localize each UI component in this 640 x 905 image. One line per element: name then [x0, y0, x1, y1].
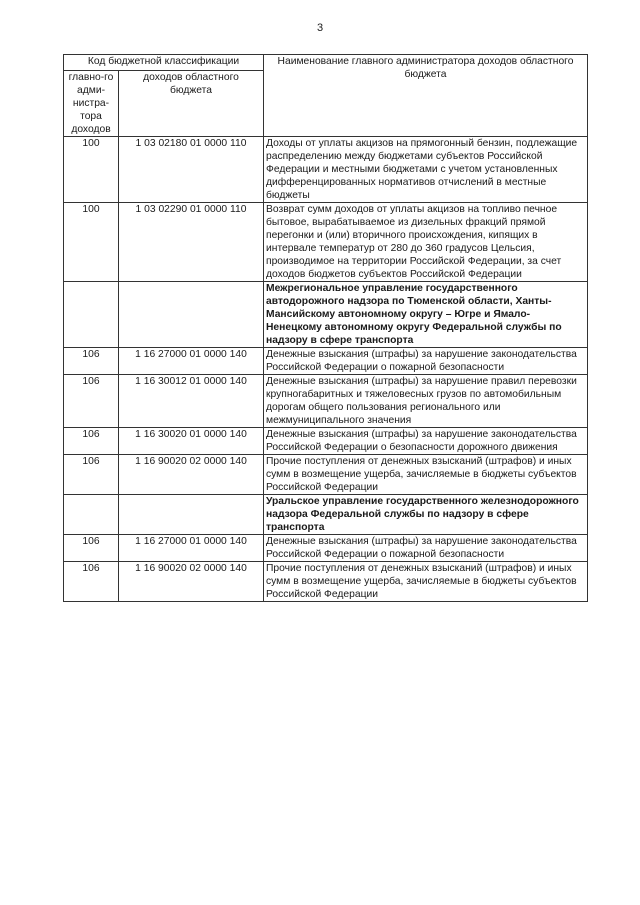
admin-code-cell [64, 495, 119, 535]
income-name-cell: Денежные взыскания (штрафы) за нарушение законодательства Российской Федерации о безопасности дорожного движения [264, 428, 588, 455]
income-name-cell: Прочие поступления от денежных взысканий (штрафов) и иных сумм в возмещение ущерба, зачисляемые в бюджеты субъектов Российской Федерации [264, 455, 588, 495]
income-name-cell: Прочие поступления от денежных взысканий (штрафов) и иных сумм в возмещение ущерба, зачисляемые в бюджеты субъектов Российской Федерации [264, 562, 588, 602]
table-row [64, 137, 588, 203]
section-row [64, 495, 588, 535]
budget-code-cell: 1 16 90020 02 0000 140 [119, 562, 264, 602]
admin-code-cell: 106 [64, 348, 119, 375]
admin-code-cell: 100 [64, 137, 119, 203]
income-name-cell: Межрегиональное управление государственного автодорожного надзора по Тюменской области, Ханты-Мансийскому автономному округу – Югре и Ямало-Ненецкому автономному округу Федеральной службы по надзору в сфере транспорта [264, 282, 588, 348]
table-row [64, 428, 588, 455]
budget-classification-table [63, 54, 588, 602]
table-row [64, 535, 588, 562]
section-row [64, 282, 588, 348]
admin-code-cell: 106 [64, 428, 119, 455]
income-name-cell: Денежные взыскания (штрафы) за нарушение законодательства Российской Федерации о пожарной безопасности [264, 348, 588, 375]
budget-code-cell: 1 16 30012 01 0000 140 [119, 375, 264, 428]
table-row [64, 562, 588, 602]
header-administrator-name: Наименование главного администратора доходов областного бюджета [264, 55, 588, 137]
admin-code-cell: 106 [64, 375, 119, 428]
budget-code-cell: 1 03 02290 01 0000 110 [119, 203, 264, 282]
budget-code-cell: 1 03 02180 01 0000 110 [119, 137, 264, 203]
income-name-cell: Денежные взыскания (штрафы) за нарушение правил перевозки крупногабаритных и тяжеловесных грузов по автомобильным дорогам общего пользования регионального или межмуниципального значения [264, 375, 588, 428]
header-chief-administrator: главно-го адми-нистра-тора доходов [64, 71, 119, 137]
income-name-cell: Доходы от уплаты акцизов на прямогонный бензин, подлежащие распределению между бюджетами субъектов Российской Федерации и местными бюджетами с учетом установленных дифференцированных нормативов отчислений в местные бюджеты [264, 137, 588, 203]
admin-code-cell: 106 [64, 562, 119, 602]
page-number: 3 [316, 22, 324, 34]
header-budget-classification-code: Код бюджетной классификации [64, 55, 264, 71]
budget-code-cell [119, 282, 264, 348]
budget-code-cell: 1 16 30020 01 0000 140 [119, 428, 264, 455]
budget-code-cell: 1 16 90020 02 0000 140 [119, 455, 264, 495]
table-body [64, 137, 588, 602]
header-regional-budget-income: доходов областного бюджета [119, 71, 264, 137]
table-row [64, 375, 588, 428]
income-name-cell: Уральское управление государственного железнодорожного надзора Федеральной службы по надзору в сфере транспорта [264, 495, 588, 535]
admin-code-cell: 100 [64, 203, 119, 282]
admin-code-cell [64, 282, 119, 348]
budget-code-cell [119, 495, 264, 535]
budget-code-cell: 1 16 27000 01 0000 140 [119, 348, 264, 375]
admin-code-cell: 106 [64, 455, 119, 495]
table-row [64, 455, 588, 495]
table-row [64, 203, 588, 282]
table-row [64, 348, 588, 375]
income-name-cell: Денежные взыскания (штрафы) за нарушение законодательства Российской Федерации о пожарной безопасности [264, 535, 588, 562]
budget-code-cell: 1 16 27000 01 0000 140 [119, 535, 264, 562]
admin-code-cell: 106 [64, 535, 119, 562]
income-name-cell: Возврат сумм доходов от уплаты акцизов на топливо печное бытовое, вырабатываемое из дизельных фракций прямой перегонки и (или) вторичного происхождения, кипящих в интервале температур от 280 до 360 градусов Цельсия, производимое на территории Российской Федерации, за счет доходов бюджетов субъектов Российской Федерации [264, 203, 588, 282]
